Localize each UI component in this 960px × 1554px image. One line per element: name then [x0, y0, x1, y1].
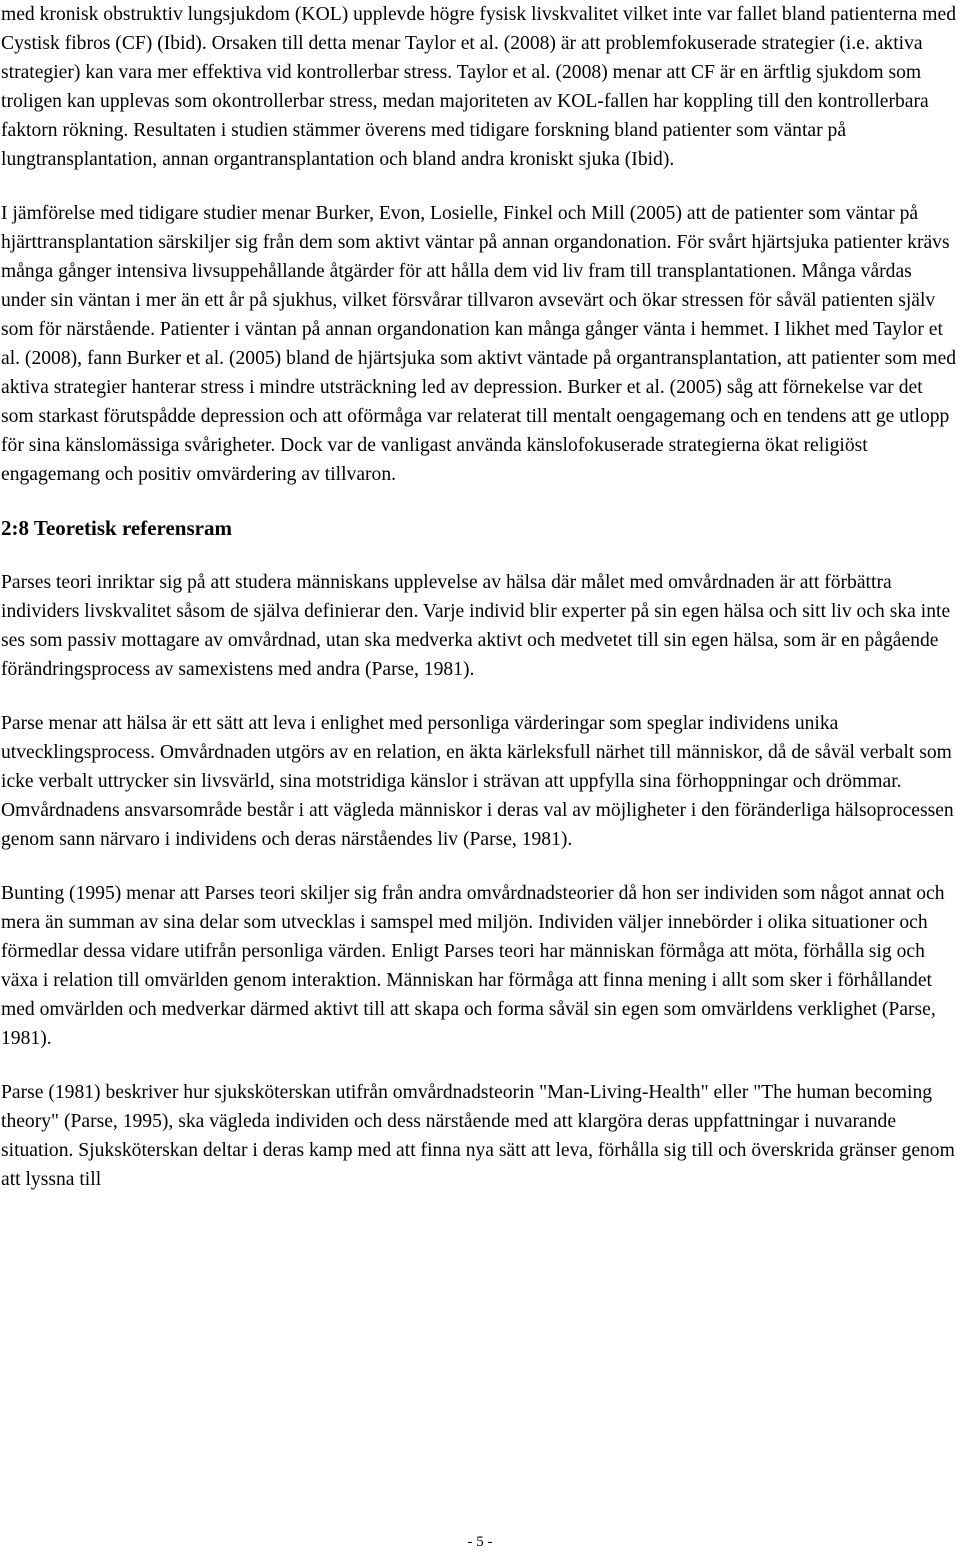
- paragraph-gap: [1, 174, 957, 199]
- page-content: [1, 0, 957, 1194]
- paragraph-gap: [1, 489, 957, 514]
- paragraph-gap: [1, 1053, 957, 1078]
- paragraph-gap: [1, 854, 957, 879]
- paragraph-parse-health: Parse menar att hälsa är ett sätt att leva i enlighet med personliga värderingar som speglar individens unika utvecklingsprocess. Omvårdnaden utgörs av en relation, en äkta kärleksfull närhet till människor, då de såväl verbalt som icke verbalt uttrycker sin livsvärld, sina motstridiga känslor i strävan att uppfylla sina förhoppningar och drömmar. Omvårdnadens ansvarsområde består i att vägleda människor i deras val av möjligheter i den föränderliga hälsoprocessen genom sann närvaro i individens och deras närståendes liv (Parse, 1981).: [1, 713, 954, 850]
- paragraph-bunting: Bunting (1995) menar att Parses teori skiljer sig från andra omvårdnadsteorier då hon ser individen som något annat och mera än summan av sina delar som utvecklas i samspel med miljön. Individen väljer innebörder i olika situationer och förmedlar dessa vidare utifrån personliga värden. Enligt Parses teori har människan förmåga att möta, förhålla sig och växa i relation till omvärlden genom interaktion. Människan har förmåga att finna mening i allt som sker i förhållandet med omvärlden och medverkar därmed aktivt till att skapa och forma såväl sin egen som omvärldens verklighet (Parse, 1981).: [1, 883, 945, 1049]
- paragraph-man-living-health: Parse (1981) beskriver hur sjuksköterskan utifrån omvårdnadsteorin "Man-Living-Health" eller "The human becoming theory" (Parse, 1995), ska vägleda individen och dess närstående med att klargöra deras uppfattningar i nuvarande situation. Sjuksköterskan deltar i deras kamp med att finna nya sätt att leva, förhålla sig till och överskrida gränser genom att lyssna till: [1, 1082, 955, 1190]
- paragraph-parse-theory: Parses teori inriktar sig på att studera människans upplevelse av hälsa där målet med omvårdnaden är att förbättra individers livskvalitet såsom de själva definierar den. Varje individ blir experter på sin egen hälsa och sitt liv och ska inte ses som passiv mottagare av omvårdnad, utan ska medverka aktivt och medvetet till sin egen hälsa, som är en pågående förändringsprocess av samexistens med andra (Parse, 1981).: [1, 572, 951, 680]
- paragraph-gap: [1, 684, 957, 709]
- paragraph-heart-transplant: I jämförelse med tidigare studier menar Burker, Evon, Losielle, Finkel och Mill (2005) att de patienter som väntar på hjärttransplantation särskiljer sig från dem som aktivt väntar på annan organdonation. För svårt hjärtsjuka patienter krävs många gånger intensiva livsuppehållande åtgärder för att hålla dem vid liv fram till transplantationen. Många vårdas under sin väntan i mer än ett år på sjukhus, vilket försvårar tillvaron avsevärt och ökar stressen för såväl patienten själv som för närstående. Patienter i väntan på annan organdonation kan många gånger vänta i hemmet. I likhet med Taylor et al. (2008), fann Burker et al. (2005) bland de hjärtsjuka som aktivt väntade på organtransplantation, att patienter som med aktiva strategier hanterar stress i mindre utsträckning led av depression. Burker et al. (2005) såg att förnekelse var det som starkast förutspådde depression och att oförmåga var relaterat till mentalt oengagemang och en tendens att ge utlopp för sina känslomässiga svårigheter. Dock var de vanligast använda känslofokuserade strategierna ökat religiöst engagemang och positiv omvärdering av tillvaron.: [1, 203, 957, 485]
- paragraph-gap: [1, 543, 957, 568]
- paragraph-kol-cf: med kronisk obstruktiv lungsjukdom (KOL) upplevde högre fysisk livskvalitet vilket inte var fallet bland patienterna med Cystisk fibros (CF) (Ibid). Orsaken till detta menar Taylor et al. (2008) är att problemfokuserade strategier (i.e. aktiva strategier) kan vara mer effektiva vid kontrollerbar stress. Taylor et al. (2008) menar att CF är en ärftlig sjukdom som troligen kan upplevas som okontrollerbar stress, medan majoriteten av KOL-fallen har koppling till den kontrollerbara faktorn rökning. Resultaten i studien stämmer överens med tidigare forskning bland patienter som väntar på lungtransplantation, annan organtransplantation och bland andra kroniskt sjuka (Ibid).: [1, 4, 956, 170]
- page-number: - 5 -: [467, 1534, 493, 1550]
- section-heading: 2:8 Teoretisk referensram: [1, 516, 232, 540]
